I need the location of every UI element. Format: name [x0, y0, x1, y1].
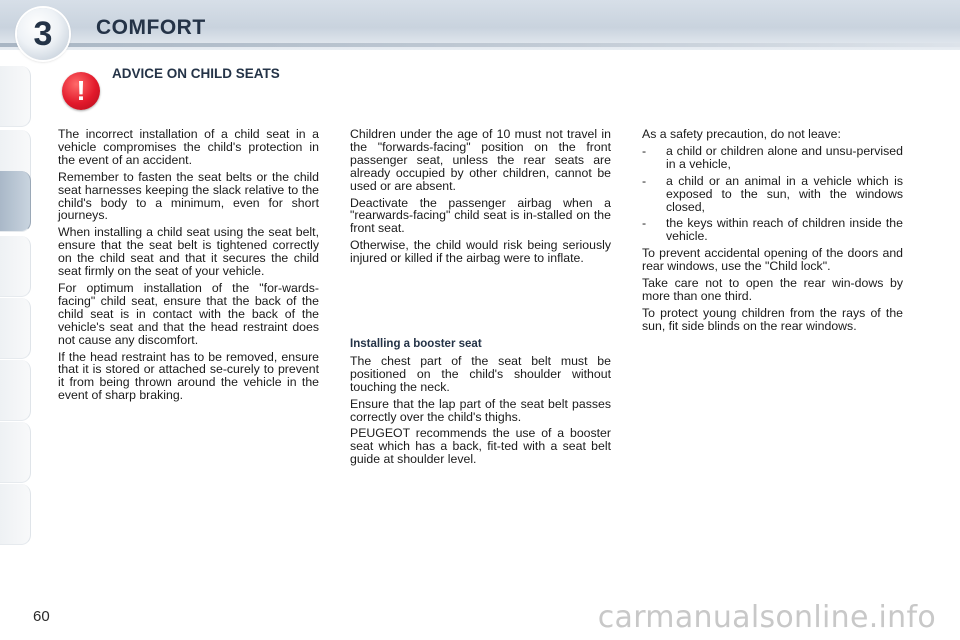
paragraph: Children under the age of 10 must not travel in the "forwards-facing" position on the front passenger seat, unless the rear seats are already occupied by other children, cannot be used or are absent.: [350, 127, 611, 193]
chapter-tab-7[interactable]: [0, 422, 31, 483]
exclamation-warning-icon: !: [62, 72, 100, 110]
header-divider: [0, 43, 960, 47]
chapter-tab-8[interactable]: [0, 484, 31, 545]
list-dash: -: [642, 143, 647, 158]
chapter-tab-6[interactable]: [0, 360, 31, 421]
paragraph: Take care not to open the rear win-dows by more than one third.: [642, 276, 903, 303]
booster-seat-heading: Installing a booster seat: [350, 338, 482, 350]
list-item-text: a child or an animal in a vehicle which is exposed to the sun, with the windows closed,: [666, 173, 903, 214]
chapter-tabs: [0, 66, 34, 576]
paragraph: To protect young children from the rays of the sun, fit side blinds on the rear windows.: [642, 305, 903, 333]
chapter-title: COMFORT: [96, 16, 206, 39]
column-1: [58, 128, 319, 406]
paragraph: When installing a child seat using the seat belt, ensure that the seat belt is tightened correctly on the child seat and that it secures the child seat firmly on the seat of your vehicle.: [58, 225, 319, 279]
paragraph: Ensure that the lap part of the seat belt passes correctly over the child's thighs.: [350, 396, 611, 424]
list-item-text: the keys within reach of children inside the vehicle.: [666, 216, 903, 244]
list-dash: -: [642, 216, 647, 231]
chapter-number-badge: 3: [17, 8, 69, 60]
paragraph: PEUGEOT recommends the use of a booster seat which has a back, fit-ted with a seat belt guide at shoulder level.: [350, 426, 611, 467]
paragraph: Otherwise, the child would risk being seriously injured or killed if the airbag were to inflate.: [350, 238, 611, 266]
booster-seat-section: [350, 338, 611, 470]
column-2: [350, 128, 611, 269]
paragraph: For optimum installation of the "for-wards-facing" child seat, ensure that the back of the child seat is in contact with the back of the vehicle's seat and that the head restraint does not cause any discomfort.: [58, 280, 319, 347]
list-item: [642, 175, 903, 214]
chapter-tab-1[interactable]: [0, 66, 31, 127]
list-intro: As a safety precaution, do not leave:: [642, 127, 841, 141]
section-heading: ADVICE ON CHILD SEATS: [112, 66, 280, 81]
paragraph: The chest part of the seat belt must be positioned on the child's shoulder without touching the neck.: [350, 353, 611, 394]
chapter-tab-4[interactable]: [0, 236, 31, 297]
paragraph: To prevent accidental opening of the doors and rear windows, use the "Child lock".: [642, 246, 903, 274]
list-item: [642, 145, 903, 171]
chapter-tab-3-active[interactable]: [0, 171, 31, 232]
paragraph: If the head restraint has to be removed, ensure that it is stored or attached se-curely to prevent it from being thrown around the vehicle in the event of sharp braking.: [58, 349, 319, 403]
list-item: [642, 217, 903, 243]
page-number: 60: [33, 608, 50, 625]
list-item-text: a child or children alone and unsu-pervised in a vehicle,: [666, 143, 903, 171]
column-3: [642, 128, 903, 337]
watermark: carmanualsonline.info: [597, 600, 936, 635]
paragraph: Remember to fasten the seat belts or the child seat harnesses keeping the slack relative to the child's body to a minimum, even for short journeys.: [58, 169, 319, 223]
paragraph: Deactivate the passenger airbag when a "rearwards-facing" child seat is in-stalled on the front seat.: [350, 195, 611, 236]
list-dash: -: [642, 173, 647, 188]
paragraph: The incorrect installation of a child seat in a vehicle compromises the child's protection in the event of an accident.: [58, 127, 319, 167]
chapter-tab-5[interactable]: [0, 298, 31, 359]
